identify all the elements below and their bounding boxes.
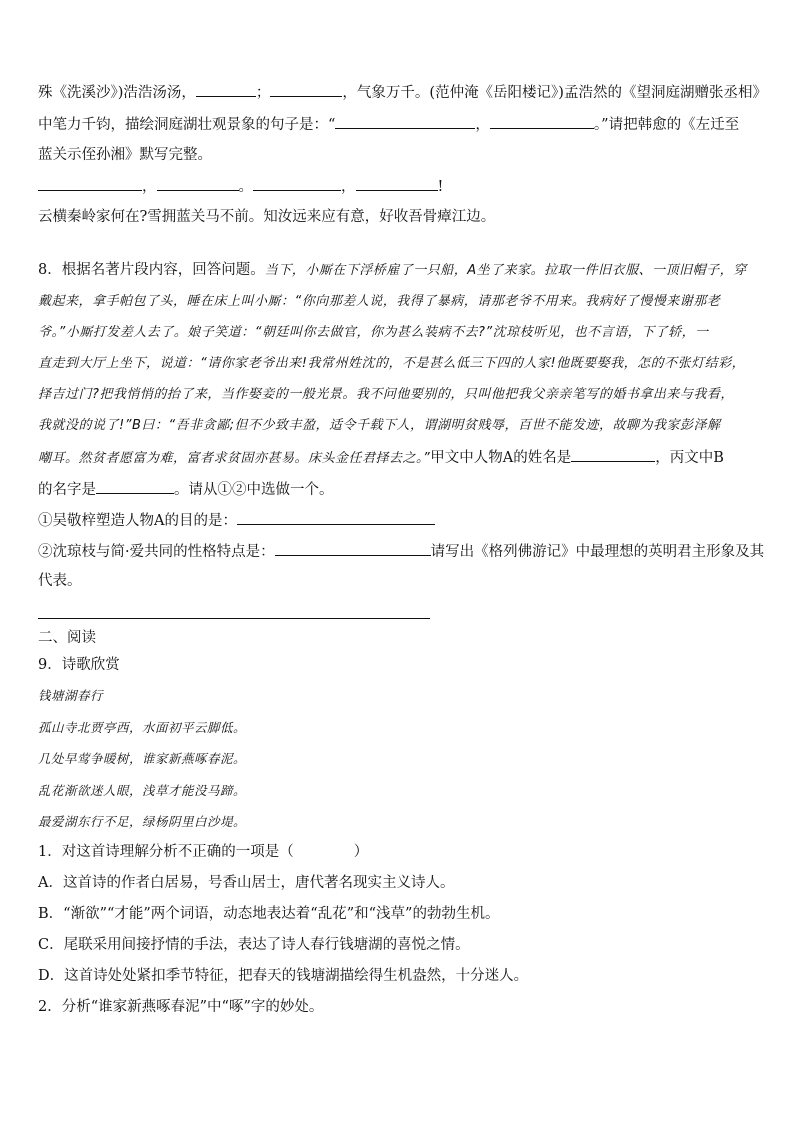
poem-line: 最爱湖东行不足，绿杨阴里白沙堤。 <box>38 814 247 829</box>
answer-blank[interactable] <box>196 82 256 97</box>
answer-blank[interactable] <box>157 176 239 191</box>
answer-blank[interactable] <box>490 114 594 129</box>
answer-blank[interactable] <box>38 176 142 191</box>
answer-blank[interactable] <box>356 176 438 191</box>
q7-line-1: 殊《洗溪沙》)浩浩汤汤， ； ，气象万千。(范仲淹《岳阳楼记》)孟浩然的《望洞庭湖赠张丞相》 <box>38 82 767 103</box>
q7-line-3: 蓝关示侄孙湘》默写完整。 <box>38 147 212 163</box>
q8-line-4: 直走到大厅上坐下，说道：“请你家老爷出来!我常州姓沈的，不是甚么低三下四的人家!他既要娶我，怎的不张灯结彩， <box>38 356 746 371</box>
q7-line-4: ， 。 ， ! <box>38 176 443 197</box>
option-d: D．这首诗处处紧扣季节特征，把春天的钱塘湖描绘得生机盎然，十分迷人。 <box>38 968 529 984</box>
poem-line: 乱花渐欲迷人眼，浅草才能没马蹄。 <box>38 783 247 798</box>
q8-line-5: 择吉过门?把我悄悄的抬了来，当作娶妾的一般光景。我不问他要别的，只叫他把我父亲亲笔写的婚书拿出来与我看， <box>38 387 734 402</box>
option-b: B．“渐欲”“才能”两个词语，动态地表达着“乱花”和“浅草”的勃勃生机。 <box>38 906 500 922</box>
section-heading: 二、阅读 <box>38 630 96 646</box>
answer-blank[interactable] <box>237 510 435 525</box>
answer-blank[interactable] <box>253 176 341 191</box>
q8-line-8: 的名字是 。请从①②中选做一个。 <box>38 479 334 500</box>
q8-line-6: 我就没的说了!”B曰：“吾非贪鄙;但不少致丰盈，适令千载下人，谓湖明贫贱辱，百世不能发迹，故聊为我家彭泽解 <box>38 418 721 433</box>
answer-blank[interactable] <box>571 447 655 462</box>
q8-option-2-cont: 代表。 <box>38 573 82 589</box>
q8-option-2: ②沈琼枝与简·爱共同的性格特点是： 请写出《格列佛游记》中最理想的英明君主形象及其 <box>38 541 764 562</box>
q7-answer-line: 云横秦岭家何在?雪拥蓝关马不前。知汝远来应有意，好收吾骨瘴江边。 <box>38 209 496 225</box>
poem-line: 孤山寺北贾亭西，水面初平云脚低。 <box>38 720 247 735</box>
q8-option-1: ①吴敬梓塑造人物A的目的是： <box>38 510 435 531</box>
option-a: A．这首诗的作者白居易，号香山居士，唐代著名现实主义诗人。 <box>38 875 455 891</box>
answer-blank[interactable] <box>270 82 342 97</box>
q7-line-2: 中笔力千钧，描绘洞庭湖壮观景象的句子是：“ ， 。”请把韩愈的《左迁至 <box>38 114 739 135</box>
answer-blank[interactable] <box>96 479 174 494</box>
q8-line-2: 戴起来，拿手帕包了头，睡在床上叫小厮：“你向那差人说，我得了暴病，请那老爷不用来。我病好了慢慢来谢那老 <box>38 294 721 309</box>
q8-line-7: 嘲耳。然贫者愿富为难，富者求贫固亦甚易。床头金任君择去之。”甲文中人物A的姓名是 ，丙文中B <box>38 447 724 469</box>
answer-blank[interactable] <box>275 541 431 556</box>
q9-title: 9．诗歌欣赏 <box>38 657 120 673</box>
sub-question-2: 2．分析“谁家新燕啄春泥”中“啄”字的妙处。 <box>38 999 324 1015</box>
sub-question-1: 1．对这首诗理解分析不正确的一项是（ ） <box>38 844 369 860</box>
poem-line: 几处早莺争暖树，谁家新燕啄春泥。 <box>38 751 247 766</box>
q8-line-3: 爷。”小厮打发差人去了。娘子笑道：“朝廷叫你去做官，你为甚么装病不去?”沈琼枝听见，也不言语，下了轿，一 <box>38 325 709 340</box>
answer-blank[interactable] <box>335 114 475 129</box>
option-c: C．尾联采用间接抒情的手法，表达了诗人春行钱塘湖的喜悦之情。 <box>38 937 470 953</box>
poem-title: 钱塘湖春行 <box>38 688 104 703</box>
answer-line[interactable] <box>38 618 430 619</box>
q8-line-1: 8．根据名著片段内容，回答问题。当下，小厮在下浮桥雇了一只船，A坐了来家。拉取一件旧衣服、一顶旧帽子，穿 <box>38 262 747 278</box>
